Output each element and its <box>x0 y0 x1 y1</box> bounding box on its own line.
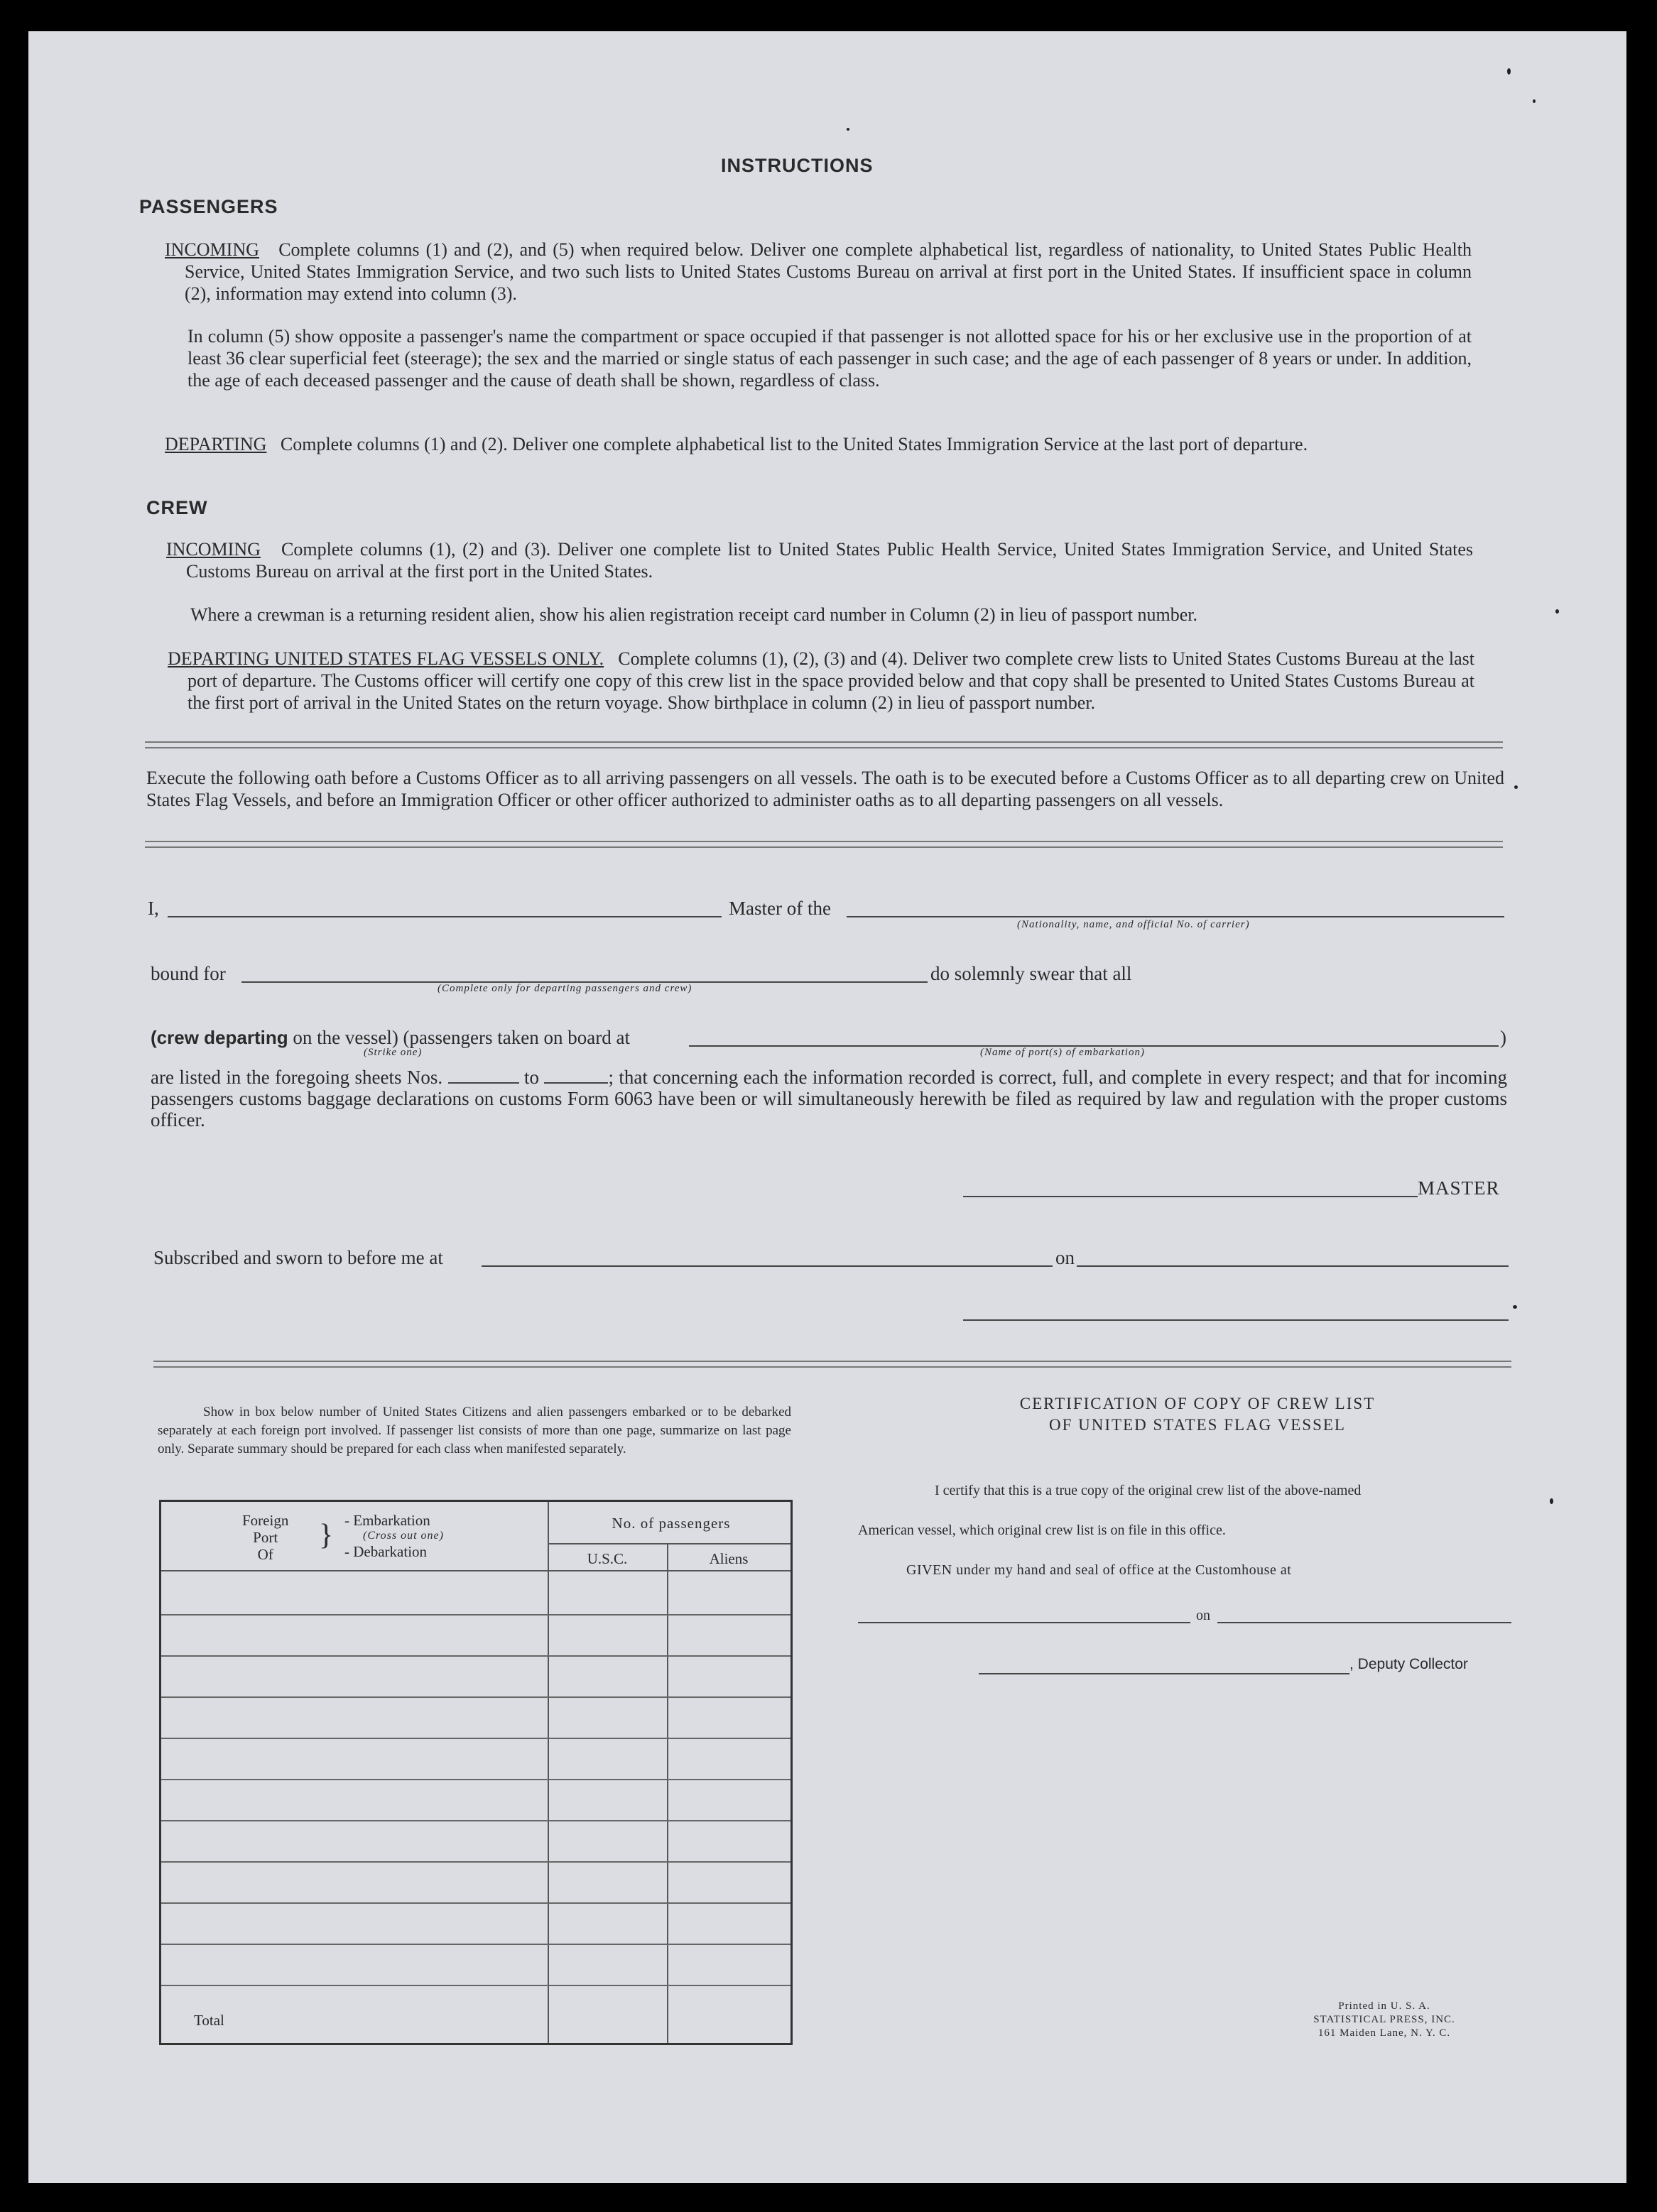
scan-speck <box>1533 99 1536 103</box>
deputy-signature-field[interactable] <box>979 1673 1349 1674</box>
foreign-port-of-label <box>242 1512 288 1563</box>
table-row[interactable] <box>161 1779 791 1780</box>
passengers-departing-paragraph <box>165 433 1472 455</box>
embarkation-option[interactable]: - Embarkation <box>344 1512 430 1529</box>
divider-double-2 <box>145 841 1503 848</box>
certification-title-line2: OF UNITED STATES FLAG VESSEL <box>1049 1416 1346 1434</box>
crew-departing-paragraph <box>168 648 1474 714</box>
crew-incoming-label: INCOMING <box>166 539 261 560</box>
carrier-hint: (Nationality, name, and official No. of carrier) <box>1017 919 1250 930</box>
certify-line2: American vessel, which original crew list is on file in this office. <box>858 1522 1226 1538</box>
master-signature-field[interactable] <box>963 1196 1418 1197</box>
subscribed-place-field[interactable] <box>482 1265 1053 1267</box>
divider-double-3 <box>153 1361 1511 1368</box>
printer-line3: 161 Maiden Lane, N. Y. C. <box>1318 2027 1451 2039</box>
certify-line1: I certify that this is a true copy of the original crew list of the above-named <box>935 1483 1362 1498</box>
table-row[interactable] <box>161 1985 791 1986</box>
crew-incoming-text: Complete columns (1), (2) and (3). Deliver one complete list to United States Public Health Service, United States Immigration Service, and United States Customs Bureau on arrival at the first port in the United States. <box>186 539 1473 582</box>
sheet-from-field[interactable] <box>448 1082 519 1084</box>
table-row[interactable] <box>161 1944 791 1945</box>
brace-icon: } <box>319 1519 334 1552</box>
col-divider-2 <box>667 1543 668 2043</box>
crew-alien-paragraph: Where a crewman is a returning resident alien, show his alien registration receipt card number in Column (2) in lieu of passport number. <box>190 604 1198 625</box>
ports-hint: (Name of port(s) of embarkation) <box>980 1047 1145 1058</box>
table-row[interactable] <box>161 1820 791 1821</box>
of-label: Of <box>257 1546 273 1563</box>
passengers-departing-text: Complete columns (1) and (2). Deliver one complete alphabetical list to the United States Immigration Service at the last port of departure. <box>280 434 1308 454</box>
header-bottom-line <box>161 1570 791 1571</box>
debarkation-option[interactable]: - Debarkation <box>344 1543 428 1560</box>
subscribed-label: Subscribed and sworn to before me at <box>153 1247 443 1268</box>
customhouse-field[interactable] <box>858 1622 1190 1623</box>
col-divider-1 <box>548 1502 549 2043</box>
deputy-collector-label: , Deputy Collector <box>1349 1656 1468 1672</box>
table-row[interactable] <box>161 1696 791 1698</box>
table-row[interactable] <box>161 1902 791 1904</box>
no-passengers-header: No. of passengers <box>612 1515 731 1532</box>
crew-departing-text: Complete columns (1), (2), (3) and (4). Deliver two complete crew lists to United States Customs Bureau at the last port of departure. The Customs officer will certify one copy of this crew list in the space provided below and that copy shall be presented to United States Customs Bureau at the first port of arrival in the United States on the return voyage. Show birthplace in column (2) in lieu of passport number. <box>188 648 1475 713</box>
passengers-incoming-label: INCOMING <box>165 239 259 260</box>
scan-speck <box>1513 1305 1517 1309</box>
oath-instructions: Execute the following oath before a Customs Officer as to all arriving passengers on all vessels. The oath is to be executed before a Customs Officer as to all departing crew on United States Flag Vessels, and before an Immigration Officer or other officer authorized to administer oaths as to all departing passengers on all vessels. <box>146 768 1504 810</box>
total-label: Total <box>194 2012 224 2029</box>
printer-line2: STATISTICAL PRESS, INC. <box>1313 2014 1455 2025</box>
carrier-field[interactable] <box>847 916 1504 917</box>
subscribed-date-field[interactable] <box>1077 1265 1509 1267</box>
cross-out-hint: (Cross out one) <box>363 1530 444 1542</box>
crew-passengers-line <box>151 1027 630 1049</box>
column5-paragraph: In column (5) show opposite a passenger's name the compartment or space occupied if that passenger is not allotted space for his or her exclusive use in the proportion of at least 36 clear superficial feet (steerage); the sex and the married or single status of each passenger in such case; and the age of each passenger of 8 years or under. In addition, the age of each deceased passenger and the cause of death shall be shown, regardless of class. <box>188 326 1472 391</box>
to-word: to <box>524 1067 540 1088</box>
certification-title-line1: CERTIFICATION OF COPY OF CREW LIST <box>1019 1395 1376 1412</box>
passengers-incoming-paragraph <box>165 239 1472 305</box>
certify-date-field[interactable] <box>1217 1622 1511 1623</box>
close-paren: ) <box>1500 1027 1506 1048</box>
certify-on-label: on <box>1196 1608 1210 1623</box>
master-name-field[interactable] <box>168 916 722 917</box>
crew-heading: CREW <box>146 497 208 518</box>
crew-incoming-paragraph <box>166 538 1473 582</box>
scan-speck <box>1514 785 1518 789</box>
certify-line3: GIVEN under my hand and seal of office at the Customhouse at <box>906 1562 1292 1578</box>
listed-suffix: ; that concerning each the information recorded is correct, full, and complete in every respect; and that for incoming passengers customs baggage declarations on customs Form 6063 have been or will simultaneously herewith be filed as required by law and regulation with the proper customs officer. <box>151 1067 1508 1130</box>
table-row[interactable] <box>161 1655 791 1657</box>
scan-speck <box>847 128 849 131</box>
scan-speck <box>1550 1498 1553 1504</box>
passengers-heading: PASSENGERS <box>139 196 278 217</box>
usc-header: U.S.C. <box>587 1550 628 1567</box>
scan-speck <box>1555 609 1559 614</box>
printer-line1: Printed in U. S. A. <box>1338 2000 1430 2012</box>
master-of-the-label: Master of the <box>729 898 831 919</box>
strike-one-hint: (Strike one) <box>364 1047 423 1058</box>
listed-prefix: are listed in the foregoing sheets Nos. <box>151 1067 443 1088</box>
divider-double-1 <box>145 741 1503 748</box>
aliens-header: Aliens <box>709 1550 749 1567</box>
port-label: Port <box>253 1529 278 1546</box>
scan-speck <box>1507 68 1511 75</box>
embark-options <box>344 1512 444 1560</box>
subscribed-on-label: on <box>1055 1247 1075 1268</box>
bound-for-hint: (Complete only for departing passengers and crew) <box>438 983 692 994</box>
instructions-title: INSTRUCTIONS <box>721 155 874 176</box>
table-row[interactable] <box>161 1861 791 1863</box>
summary-instructions: Show in box below number of United States Citizens and alien passengers embarked or to be debarked separately at each foreign port involved. If passenger list consists of more than one page, summarize on last page only. Separate summary should be prepared for each class when manifested separately. <box>158 1405 791 1456</box>
table-row[interactable] <box>161 1738 791 1739</box>
swear-text: do solemnly swear that all <box>930 963 1132 984</box>
bound-for-label: bound for <box>151 963 226 984</box>
passengers-departing-label: DEPARTING <box>165 434 267 454</box>
certification-title <box>912 1393 1483 1436</box>
passengers-taken-option[interactable]: on the vessel) (passengers taken on board at <box>293 1027 630 1048</box>
document-page <box>28 31 1626 2183</box>
officer-signature-field[interactable] <box>963 1319 1509 1321</box>
summary-table <box>159 1500 793 2045</box>
crew-departing-label: DEPARTING UNITED STATES FLAG VESSELS ONLY. <box>168 648 604 669</box>
sheet-to-field[interactable] <box>544 1082 608 1084</box>
printer-mark <box>1267 2000 1501 2040</box>
master-label: MASTER <box>1418 1177 1500 1199</box>
oath-i-label: I, <box>148 898 159 919</box>
listed-paragraph <box>151 1067 1507 1130</box>
passengers-incoming-text: Complete columns (1) and (2), and (5) when required below. Deliver one complete alphabetical list, regardless of nationality, to United States Public Health Service, United States Immigration Service, and two such lists to United States Customs Bureau on arrival at first port in the United States. If insufficient space in column (2), information may extend into column (3). <box>185 239 1472 304</box>
crew-departing-option[interactable]: (crew departing <box>151 1027 288 1048</box>
foreign-label: Foreign <box>242 1512 289 1529</box>
table-row[interactable] <box>161 1614 791 1616</box>
header-line-passengers <box>548 1543 791 1544</box>
